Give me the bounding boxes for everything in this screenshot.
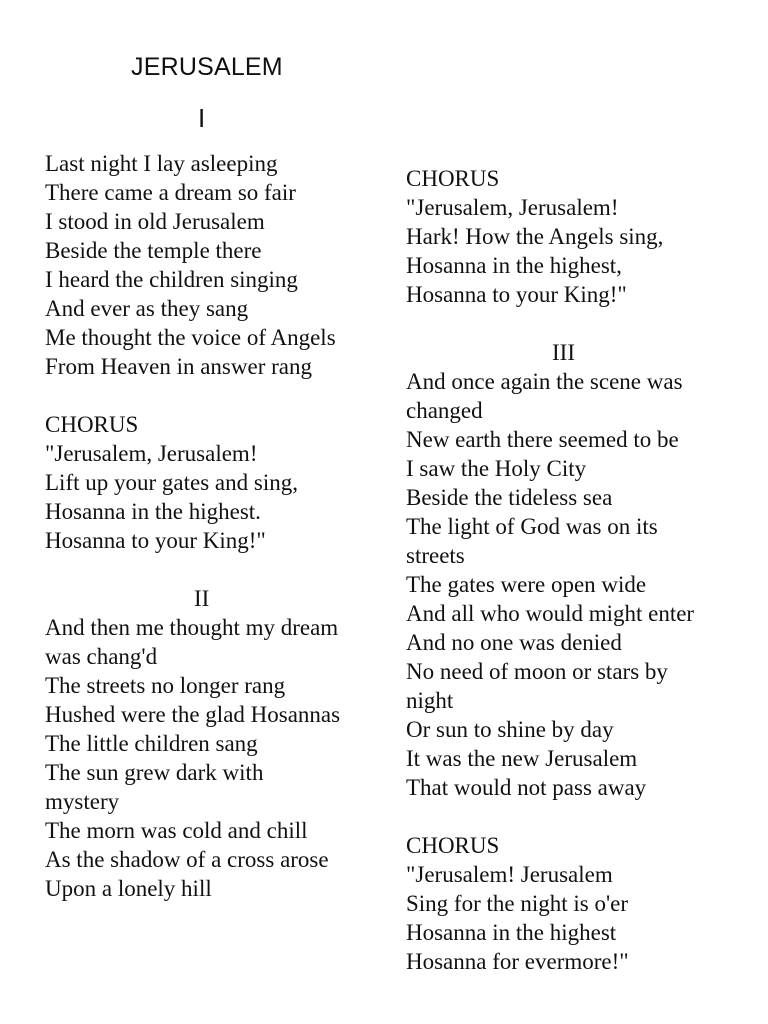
right-column [406,164,746,976]
verse-line: streets [406,543,465,568]
chorus-label: CHORUS [406,166,500,191]
verse-line: The morn was cold and chill [45,818,308,843]
chorus-line: Hark! How the Angels sing, [406,224,664,249]
chorus-line: Sing for the night is o'er [406,891,628,916]
chorus-1 [45,410,375,555]
verse-line: changed [406,398,483,423]
stanza-gap [406,802,746,831]
verse-line: The gates were open wide [406,572,647,597]
chorus-line: "Jerusalem, Jerusalem! [45,441,258,466]
verse-line: And no one was denied [406,630,622,655]
chorus-3 [406,831,746,976]
chorus-line: Hosanna in the highest, [406,253,622,278]
verse-2-numeral: II [194,586,210,611]
verse-line: No need of moon or stars by [406,659,668,684]
verse-1 [45,149,375,381]
left-column [45,149,375,903]
stanza-gap [45,555,375,584]
verse-line: Beside the temple there [45,238,262,263]
chorus-line: Hosanna to your King!" [45,528,266,553]
verse-line: That would not pass away [406,775,647,800]
stanza-gap [406,309,746,338]
verse-3 [406,338,746,802]
chorus-label: CHORUS [406,833,500,858]
verse-line: Upon a lonely hill [45,876,212,901]
verse-line: night [406,688,454,713]
verse-line: And once again the scene was [406,369,683,394]
verse-line: And all who would might enter [406,601,695,626]
verse-line: The streets no longer rang [45,673,286,698]
verse-line: Last night I lay asleeping [45,151,278,176]
verse-line: mystery [45,789,120,814]
verse-line: The sun grew dark with [45,760,264,785]
chorus-line: "Jerusalem! Jerusalem [406,862,613,887]
verse-line: Or sun to shine by day [406,717,614,742]
verse-1-numeral: I [198,103,206,133]
verse-line: I stood in old Jerusalem [45,209,265,234]
chorus-line: Hosanna to your King!" [406,282,627,307]
verse-2 [45,584,375,903]
page-title: JERUSALEM [131,53,283,81]
verse-line: I heard the children singing [45,267,298,292]
verse-line: New earth there seemed to be [406,427,679,452]
verse-line: Hushed were the glad Hosannas [45,702,341,727]
verse-line: Me thought the voice of Angels [45,325,336,350]
verse-line: From Heaven in answer rang [45,354,312,379]
chorus-line: Hosanna in the highest [406,920,617,945]
verse-line: was chang'd [45,644,158,669]
chorus-line: Hosanna for evermore!" [406,949,629,974]
verse-line: It was the new Jerusalem [406,746,638,771]
chorus-label: CHORUS [45,412,139,437]
verse-line: As the shadow of a cross arose [45,847,329,872]
chorus-line: Hosanna in the highest. [45,499,261,524]
verse-line: I saw the Holy City [406,456,587,481]
verse-line: And then me thought my dream [45,615,339,640]
chorus-line: Lift up your gates and sing, [45,470,298,495]
verse-line: And ever as they sang [45,296,249,321]
stanza-gap [45,381,375,410]
chorus-line: "Jerusalem, Jerusalem! [406,195,619,220]
verse-line: The light of God was on its [406,514,658,539]
verse-line: The little children sang [45,731,258,756]
verse-line: There came a dream so fair [45,180,296,205]
verse-3-numeral: III [552,340,575,365]
chorus-2 [406,164,746,309]
verse-line: Beside the tideless sea [406,485,613,510]
